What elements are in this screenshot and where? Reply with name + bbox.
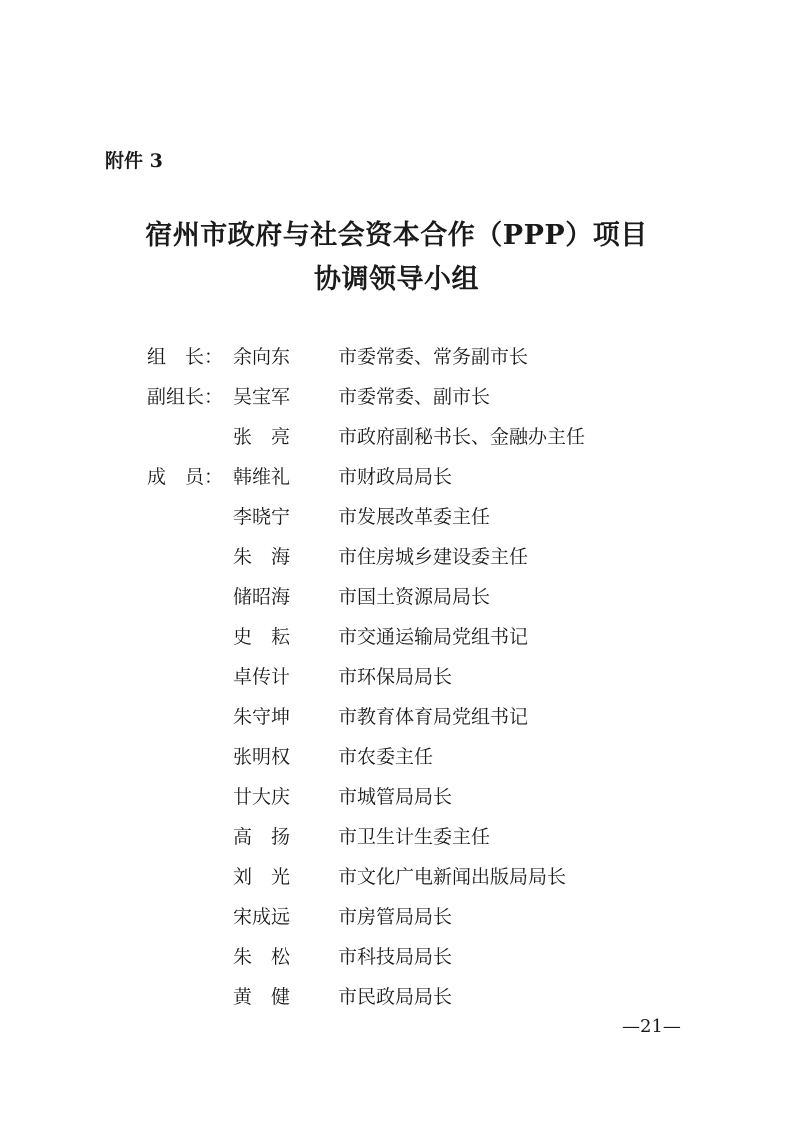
member-name: 韩维礼 — [233, 466, 291, 488]
member-role: 成 员： — [147, 466, 224, 488]
member-position: 市民政局局长 — [338, 986, 453, 1008]
member-role: 组 长： — [147, 346, 224, 368]
member-position: 市环保局局长 — [338, 666, 453, 688]
member-position: 市委常委、副市长 — [338, 386, 491, 408]
member-name: 廿大庆 — [233, 786, 291, 808]
member-name: 高 扬 — [233, 826, 291, 848]
member-name: 史 耘 — [233, 626, 291, 648]
member-name: 储昭海 — [233, 586, 291, 608]
member-position: 市卫生计生委主任 — [338, 826, 491, 848]
member-name: 张 亮 — [233, 426, 291, 448]
member-row — [0, 377, 793, 417]
member-name: 朱守坤 — [233, 706, 291, 728]
member-position: 市国土资源局局长 — [338, 586, 491, 608]
member-name: 黄 健 — [233, 986, 291, 1008]
member-row — [0, 697, 793, 737]
member-name: 张明权 — [233, 746, 291, 768]
member-position: 市财政局局长 — [338, 466, 453, 488]
member-row — [0, 857, 793, 897]
member-position: 市房管局局长 — [338, 906, 453, 928]
member-position: 市文化广电新闻出版局局长 — [338, 866, 567, 888]
member-name: 朱 松 — [233, 946, 291, 968]
member-name: 吴宝军 — [233, 386, 291, 408]
title-line-2: 协调领导小组 — [314, 264, 479, 295]
member-row — [0, 657, 793, 697]
member-row — [0, 337, 793, 377]
member-row — [0, 777, 793, 817]
member-row — [0, 497, 793, 537]
member-position: 市城管局局长 — [338, 786, 453, 808]
member-name: 朱 海 — [233, 546, 291, 568]
member-position: 市科技局局长 — [338, 946, 453, 968]
member-row — [0, 737, 793, 777]
member-position: 市住房城乡建设委主任 — [338, 546, 529, 568]
member-position: 市政府副秘书长、金融办主任 — [338, 426, 586, 448]
member-row — [0, 577, 793, 617]
member-row — [0, 417, 793, 457]
member-position: 市发展改革委主任 — [338, 506, 491, 528]
member-position: 市农委主任 — [338, 746, 434, 768]
member-position: 市教育体育局党组书记 — [338, 706, 529, 728]
page-number: —21— — [622, 1016, 681, 1037]
member-position: 市委常委、常务副市长 — [338, 346, 529, 368]
member-role: 副组长： — [147, 386, 224, 408]
attachment-label: 附件 3 — [105, 150, 163, 172]
member-row — [0, 977, 793, 1017]
member-row — [0, 457, 793, 497]
member-row — [0, 617, 793, 657]
member-name: 余向东 — [233, 346, 291, 368]
title-line-1: 宿州市政府与社会资本合作（PPP）项目 — [145, 220, 648, 251]
member-row — [0, 817, 793, 857]
member-row — [0, 537, 793, 577]
member-row — [0, 937, 793, 977]
document-title — [0, 214, 793, 302]
member-row — [0, 897, 793, 937]
member-name: 宋成远 — [233, 906, 291, 928]
member-name: 刘 光 — [233, 866, 291, 888]
member-name: 卓传计 — [233, 666, 291, 688]
member-position: 市交通运输局党组书记 — [338, 626, 529, 648]
member-name: 李晓宁 — [233, 506, 291, 528]
